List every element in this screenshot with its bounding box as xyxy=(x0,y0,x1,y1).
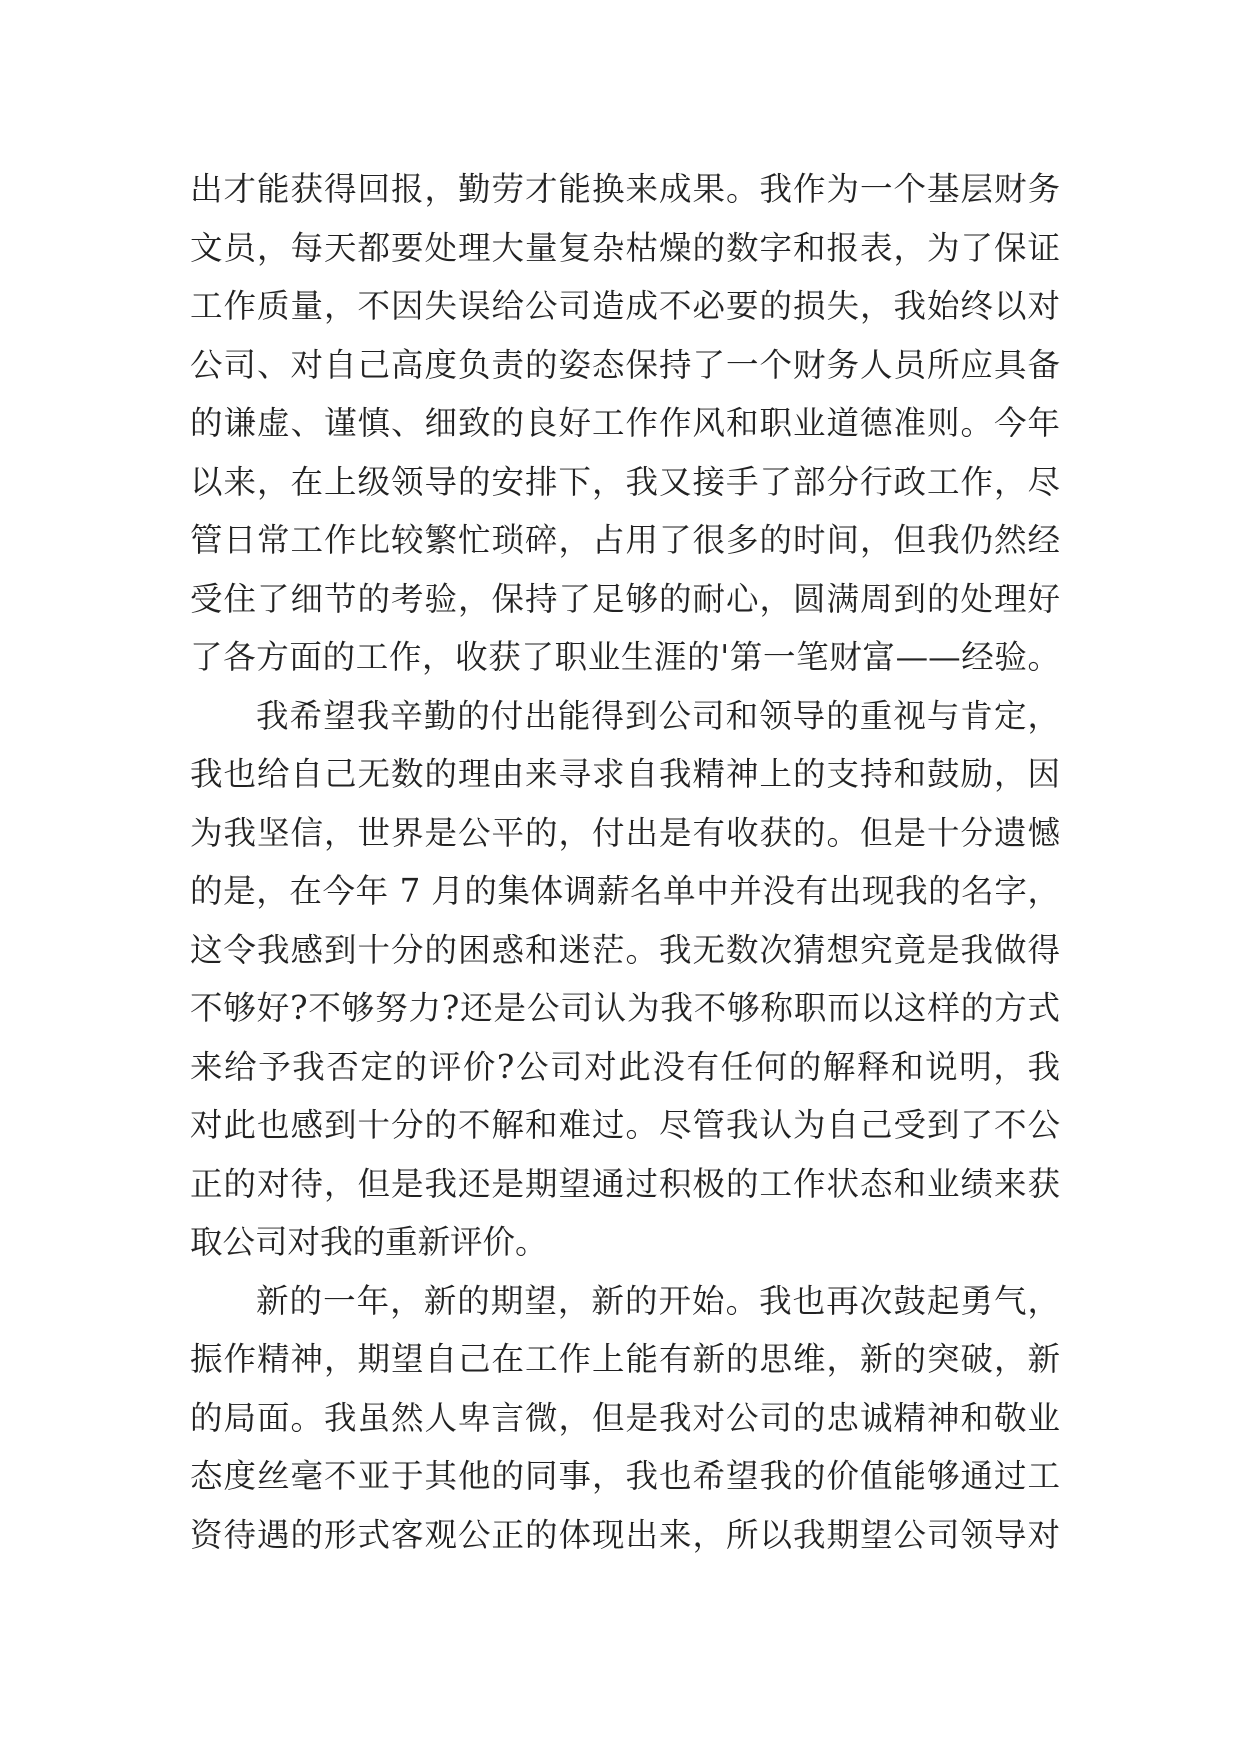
paragraph-3 xyxy=(190,1272,1060,1565)
text-line: 了各方面的工作，收获了职业生涯的'第一笔财富——经验。 xyxy=(190,638,1060,676)
text-line: 态度丝毫不亚于其他的同事，我也希望我的价值能够通过工 xyxy=(190,1457,1060,1495)
text-line: 来给予我否定的评价?公司对此没有任何的解释和说明，我 xyxy=(190,1047,1060,1086)
body-text xyxy=(190,160,1060,1564)
paragraph-1 xyxy=(190,160,1060,687)
text-line: 为我坚信，世界是公平的，付出是有收获的。但是十分遗憾 xyxy=(190,813,1060,852)
text-line: 工作质量，不因失误给公司造成不必要的损失，我始终以对 xyxy=(190,287,1060,325)
text-line: 这令我感到十分的困惑和迷茫。我无数次猜想究竟是我做得 xyxy=(190,930,1060,969)
text-line: 公司、对自己高度负责的姿态保持了一个财务人员所应具备 xyxy=(190,345,1060,384)
text-line: 我希望我辛勤的付出能得到公司和领导的重视与肯定， xyxy=(256,696,1060,735)
text-line: 的谦虚、谨慎、细致的良好工作作风和职业道德准则。今年 xyxy=(190,404,1060,442)
text-line: 正的对待，但是我还是期望通过积极的工作状态和业绩来获 xyxy=(190,1164,1060,1203)
text-line: 以来，在上级领导的安排下，我又接手了部分行政工作，尽 xyxy=(190,462,1060,501)
text-line: 的局面。我虽然人卑言微，但是我对公司的忠诚精神和敬业 xyxy=(190,1398,1060,1437)
text-line: 资待遇的形式客观公正的体现出来，所以我期望公司领导对 xyxy=(190,1515,1060,1554)
text-line: 新的一年，新的期望，新的开始。我也再次鼓起勇气， xyxy=(256,1281,1060,1320)
text-line: 我也给自己无数的理由来寻求自我精神上的支持和鼓励，因 xyxy=(190,755,1060,793)
text-line: 取公司对我的重新评价。 xyxy=(190,1223,548,1261)
text-line: 管日常工作比较繁忙琐碎，占用了很多的时间，但我仍然经 xyxy=(190,521,1060,559)
text-line: 的是，在今年 7 月的集体调薪名单中并没有出现我的名字， xyxy=(190,872,1060,910)
text-line: 对此也感到十分的不解和难过。尽管我认为自己受到了不公 xyxy=(190,1106,1060,1144)
paragraph-2 xyxy=(190,687,1060,1272)
text-line: 受住了细节的考验，保持了足够的耐心，圆满周到的处理好 xyxy=(190,579,1060,618)
text-line: 振作精神，期望自己在工作上能有新的思维，新的突破，新 xyxy=(190,1340,1060,1378)
text-line: 文员，每天都要处理大量复杂枯燥的数字和报表，为了保证 xyxy=(190,228,1060,267)
text-line: 不够好?不够努力?还是公司认为我不够称职而以这样的方式 xyxy=(190,989,1060,1027)
text-line: 出才能获得回报，勤劳才能换来成果。我作为一个基层财务 xyxy=(190,170,1060,208)
